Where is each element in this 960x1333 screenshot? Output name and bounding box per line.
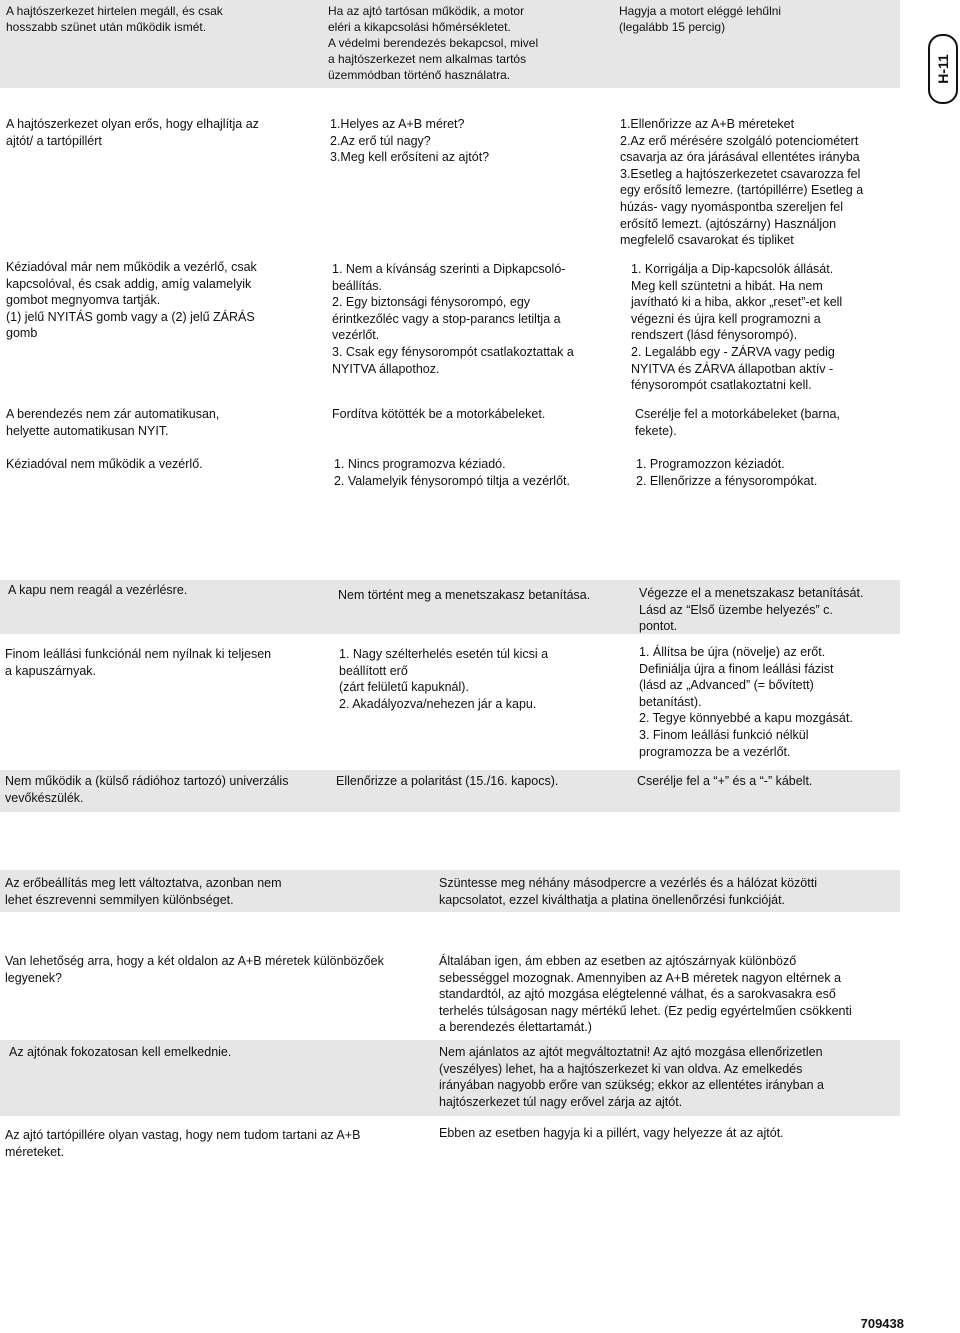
s2-r1-cause: 1. Nagy szélterhelés esetén túl kicsi a beállított erő (zárt felületű kapuknál). 2. Akadályozva/nehezen jár a kapu. bbox=[339, 647, 549, 711]
chapter-tab bbox=[928, 34, 958, 104]
s3-r3-question: Az ajtó tartópillére olyan vastag, hogy nem tudom tartani az A+B méreteket. bbox=[5, 1128, 361, 1159]
s2-r0-cause: Nem történt meg a menetszakasz betanítása. bbox=[338, 588, 591, 602]
s3-r2-question: Az ajtónak fokozatosan kell emelkednie. bbox=[9, 1045, 232, 1059]
s3-r1-answer: Általában igen, ám ebben az esetben az ajtószárnyak különböző sebességgel mozognak. Amennyiben az A+B méretek nagyon eltérnek a standardtól, az ajtó mozgása elégtelenné válhat, és a sarokvasakra eső terhelés túlságosan nagy mértékű lehet. (Ez pedig egyértelműen csökkenti a berendezés élettartamát.) bbox=[439, 954, 852, 1035]
s3-r0-answer: Szüntesse meg néhány másodpercre a vezérlés és a hálózat közötti kapcsolatot, ezzel kiválthatja a platina önellenőrzési funkcióját. bbox=[439, 876, 817, 907]
s1-r2-remedy: 1. Korrigálja a Dip-kapcsolók állását. Meg kell szüntetni a hibát. Ha nem javítható ki a hiba, akkor „reset”-et kell végezni és újra kell programozni a rendszert (lásd fénysorompó). 2. Legalább egy - ZÁRVA vagy pedig NYITVA és ZÁRVA állapotban aktív - fénysorompót csatlakoztatni kell. bbox=[631, 262, 843, 393]
s1-r0-cause: Ha az ajtó tartósan működik, a motor eléri a kikapcsolási hőmérsékletet. A védelmi berendezés bekapcsol, mivel a hajtószerkezet nem alkalmas tartós üzemmódban történő használatra. bbox=[328, 4, 539, 82]
document-number: 709438 bbox=[860, 1316, 904, 1331]
s1-r1-cause: 1.Helyes az A+B méret? 2.Az erő túl nagy? 3.Meg kell erősíteni az ajtót? bbox=[330, 117, 490, 165]
s1-r4-remedy: 1. Programozzon kéziadót. 2. Ellenőrizze a fénysorompókat. bbox=[636, 457, 818, 488]
s3-r0-question: Az erőbeállítás meg lett változtatva, azonban nem lehet észrevenni semmilyen különbséget. bbox=[5, 876, 282, 907]
s1-r3-remedy: Cserélje fel a motorkábeleket (barna, fekete). bbox=[635, 407, 840, 438]
s3-r3-answer: Ebben az esetben hagyja ki a pillért, vagy helyezze át az ajtót. bbox=[439, 1126, 784, 1140]
s1-r3-problem: A berendezés nem zár automatikusan, helyette automatikusan NYIT. bbox=[6, 407, 220, 438]
s1-r2-cause: 1. Nem a kívánság szerinti a Dipkapcsoló- beállítás. 2. Egy biztonsági fénysorompó, egy érintkezőléc vagy a stop-parancs letiltja a vezérlőt. 3. Csak egy fénysorompót csatlakoztattak a NYITVA állapothoz. bbox=[332, 262, 574, 376]
s1-r4-problem: Kéziadóval nem működik a vezérlő. bbox=[6, 457, 203, 471]
s1-r4-cause: 1. Nincs programozva kéziadó. 2. Valamelyik fénysorompó tiltja a vezérlőt. bbox=[334, 457, 570, 488]
s1-r3-cause: Fordítva kötötték be a motorkábeleket. bbox=[332, 407, 546, 421]
s2-r2-problem: Nem működik a (külső rádióhoz tartozó) univerzális vevőkészülék. bbox=[5, 774, 289, 805]
s1-r2-problem: Kéziadóval már nem működik a vezérlő, csak kapcsolóval, és csak addig, amíg valamelyik gombot megnyomva tartják. (1) jelű NYITÁS gomb vagy a (2) jelű ZÁRÁS gomb bbox=[6, 260, 257, 341]
s2-r2-remedy: Cserélje fel a “+” és a “-” kábelt. bbox=[637, 774, 813, 788]
chapter-tab-label: H-11 bbox=[935, 54, 951, 84]
s2-r0-problem: A kapu nem reagál a vezérlésre. bbox=[8, 583, 188, 597]
s2-r2-cause: Ellenőrizze a polaritást (15./16. kapocs). bbox=[336, 774, 559, 788]
s1-r0-remedy: Hagyja a motort eléggé lehűlni (legalább 15 percig) bbox=[619, 4, 782, 34]
s3-r2-answer: Nem ajánlatos az ajtót megváltoztatni! Az ajtó mozgása ellenőrizetlen (veszélyes) lehet, ha a hajtószerkezet ki van oldva. Az emelkedés irányában nagyobb erőre van szükség; ekkor az ellentétes irányban a hajtószerkezet túl nagy erővel zárja az ajtót. bbox=[439, 1045, 824, 1109]
s1-r0-problem: A hajtószerkezet hirtelen megáll, és csak hosszabb szünet után működik ismét. bbox=[6, 4, 223, 34]
s3-r1-question: Van lehetőség arra, hogy a két oldalon az A+B méretek különbözőek legyenek? bbox=[5, 954, 384, 985]
s2-r1-remedy: 1. Állítsa be újra (növelje) az erőt. Definiálja újra a finom leállási fázist (lásd az „Advanced” (= bővített) betanítást). 2. Tegye könnyebbé a kapu mozgását. 3. Finom leállási funkció nélkül programozza be a vezérlőt. bbox=[639, 645, 853, 759]
s1-r1-remedy: 1.Ellenőrizze az A+B méreteket 2.Az erő mérésére szolgáló potenciométert csavarja az óra járásával ellentétes irányba 3.Esetleg a hajtószerkezetet csavarozza fel egy erősítő lemezre. (tartópillérre) Esetleg a húzás- vagy nyomáspontba szereljen fel erősítő lemezt. (ajtószárny) Használjon megfelelő csavarokat és tipliket bbox=[620, 117, 864, 248]
s2-r0-remedy: Végezze el a menetszakasz betanítását. Lásd az “Első üzembe helyezés” c. pontot. bbox=[639, 586, 864, 634]
s1-r1-problem: A hajtószerkezet olyan erős, hogy elhajlítja az ajtót/ a tartópillért bbox=[6, 117, 259, 148]
s2-r1-problem: Finom leállási funkciónál nem nyílnak ki teljesen a kapuszárnyak. bbox=[5, 647, 272, 678]
